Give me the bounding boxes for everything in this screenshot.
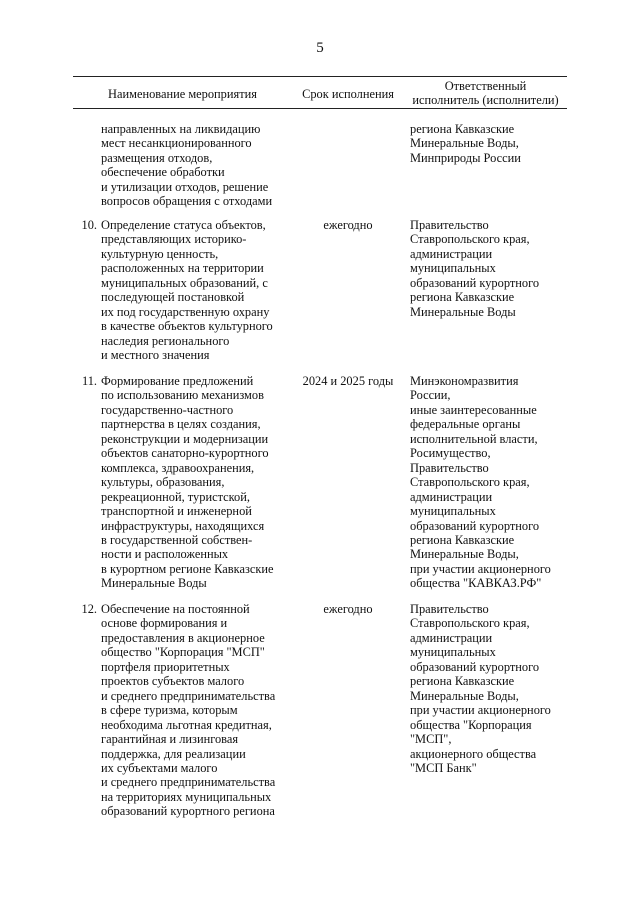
table-header-rule <box>73 108 567 109</box>
row-description-line: образований курортного региона <box>101 804 275 819</box>
row-description-line: и местного значения <box>101 348 210 363</box>
row-responsible-line: общества "КАВКАЗ.РФ" <box>410 576 542 591</box>
row-responsible-line: Правительство <box>410 460 489 475</box>
row-responsible-line: Ставропольского края, <box>410 232 530 247</box>
row-responsible-line: региона Кавказские <box>410 290 515 305</box>
row-description-line: муниципальных образований, с <box>101 275 268 290</box>
row-description-line: размещения отходов, <box>101 150 213 165</box>
row-responsible-line: Минэкономразвития <box>410 374 519 388</box>
row-responsible-line: образований курортного <box>410 275 540 290</box>
row-responsible-line: Минеральные Воды, <box>410 547 519 562</box>
row-description-line: основе формирования и <box>101 616 228 631</box>
row-description <box>101 374 289 591</box>
row-description-line: представляющих историко- <box>101 232 247 247</box>
row-responsible-line: Минприроды России <box>410 150 521 165</box>
row-term: 2024 и 2025 годы <box>302 374 394 388</box>
row-description <box>101 602 289 819</box>
row-responsible-line: Минеральные Воды, <box>410 688 519 703</box>
row-description-line: необходима льготная кредитная, <box>101 717 272 732</box>
row-responsible-line: администрации <box>410 246 493 261</box>
row-description-line: в сфере туризма, которым <box>101 703 238 718</box>
row-description-line: рекреационной, туристской, <box>101 489 250 504</box>
row-description-line: и среднего предпринимательства <box>101 688 276 703</box>
row-description-line: обеспечение обработки <box>101 165 225 180</box>
row-description-line: расположенных на территории <box>101 261 264 276</box>
row-description-line: объектов санаторно-курортного <box>101 446 269 461</box>
row-responsible <box>410 602 566 775</box>
header-col-responsible <box>404 79 567 107</box>
row-responsible-line: при участии акционерного <box>410 703 551 718</box>
row-responsible-line: образований курортного <box>410 659 540 674</box>
row-description-line: Минеральные Воды <box>101 576 207 591</box>
row-responsible-line: при участии акционерного <box>410 561 551 576</box>
row-description <box>101 218 289 363</box>
row-responsible-line: России, <box>410 388 451 403</box>
row-description-line: наследия регионального <box>101 333 230 348</box>
row-description-line: на территориях муниципальных <box>101 789 272 804</box>
row-description-line: инфраструктуры, находящихся <box>101 518 265 533</box>
row-responsible-line: федеральные органы <box>410 417 521 432</box>
row-description-line: транспортной и инженерной <box>101 504 252 519</box>
row-description-line: портфеля приоритетных <box>101 659 230 674</box>
row-description-line: их субъектами малого <box>101 760 218 775</box>
row-description-line: Формирование предложений <box>101 374 254 388</box>
row-description-line: партнерства в целях создания, <box>101 417 261 432</box>
row-description-line: комплекса, здравоохранения, <box>101 460 255 475</box>
row-responsible-line: региона Кавказские <box>410 532 515 547</box>
row-description-line: направленных на ликвидацию <box>101 122 261 136</box>
row-description-line: их под государственную охрану <box>101 304 270 319</box>
row-description-line: вопросов обращения с отходами <box>101 194 273 209</box>
row-description-line: проектов субъектов малого <box>101 674 245 689</box>
row-responsible-line: образований курортного <box>410 518 540 533</box>
row-description-line: Обеспечение на постоянной <box>101 602 250 616</box>
row-number: 11. <box>81 374 97 388</box>
row-term: ежегодно <box>323 602 373 616</box>
row-responsible-line: Ставропольского края, <box>410 616 530 631</box>
row-responsible-line: иные заинтересованные <box>410 402 537 417</box>
row-description-line: в государственной собствен- <box>101 532 253 547</box>
row-description-line: в курортном регионе Кавказские <box>101 561 274 576</box>
row-responsible-line: Минеральные Воды <box>410 304 516 319</box>
row-responsible <box>410 122 566 165</box>
row-responsible-line: "МСП Банк" <box>410 760 477 775</box>
row-responsible-line: акционерного общества <box>410 746 537 761</box>
row-responsible-line: Правительство <box>410 602 489 616</box>
row-responsible-line: муниципальных <box>410 261 496 276</box>
row-description-line: в качестве объектов культурного <box>101 319 273 334</box>
row-responsible-line: муниципальных <box>410 504 496 519</box>
table-top-rule <box>73 76 567 77</box>
row-responsible-line: Правительство <box>410 218 489 232</box>
row-number: 10. <box>81 218 97 232</box>
header-col-responsible-line: исполнитель (исполнители) <box>412 93 559 107</box>
row-description-line: ности и расположенных <box>101 547 229 562</box>
row-term: ежегодно <box>323 218 373 232</box>
row-description-line: и утилизации отходов, решение <box>101 179 269 194</box>
row-description-line: реконструкции и модернизации <box>101 431 269 446</box>
row-description-line: Определение статуса объектов, <box>101 218 266 232</box>
row-description-line: гарантийная и лизинговая <box>101 732 239 747</box>
row-description-line: мест несанкционированного <box>101 136 252 151</box>
header-col-name: Наименование мероприятия <box>108 87 257 101</box>
row-responsible-line: региона Кавказские <box>410 674 515 689</box>
row-responsible <box>410 374 566 591</box>
row-responsible-line: муниципальных <box>410 645 496 660</box>
row-number: 12. <box>81 602 97 616</box>
row-description-line: государственно-частного <box>101 402 234 417</box>
row-description-line: общество "Корпорация "МСП" <box>101 645 265 660</box>
row-responsible-line: общества "Корпорация <box>410 717 532 732</box>
row-responsible-line: региона Кавказские <box>410 122 515 136</box>
row-description-line: и среднего предпринимательства <box>101 775 276 790</box>
row-responsible-line: администрации <box>410 489 493 504</box>
row-responsible-line: "МСП", <box>410 732 452 747</box>
row-description-line: по использованию механизмов <box>101 388 264 403</box>
header-col-responsible-line: Ответственный <box>444 79 527 93</box>
row-responsible-line: Минеральные Воды, <box>410 136 519 151</box>
row-description <box>101 122 289 209</box>
row-description-line: культурную ценность, <box>101 246 219 261</box>
row-responsible <box>410 218 566 319</box>
row-responsible-line: Ставропольского края, <box>410 475 530 490</box>
row-responsible-line: администрации <box>410 630 493 645</box>
row-description-line: последующей постановкой <box>101 290 245 305</box>
row-description-line: культуры, образования, <box>101 475 225 490</box>
row-responsible-line: исполнительной власти, <box>410 431 538 446</box>
row-responsible-line: Росимущество, <box>410 446 491 461</box>
row-description-line: поддержка, для реализации <box>101 746 246 761</box>
page-number: 5 <box>316 40 324 56</box>
header-col-term: Срок исполнения <box>302 87 394 101</box>
row-description-line: предоставления в акционерное <box>101 630 265 645</box>
